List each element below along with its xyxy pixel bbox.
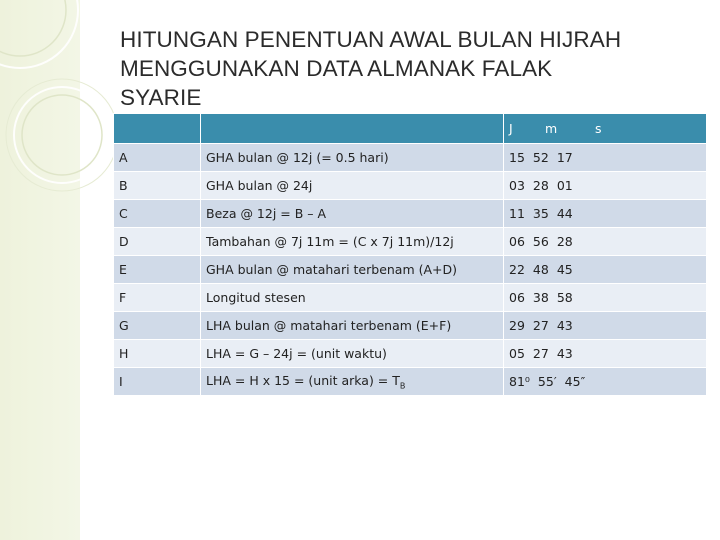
table-row [114,284,707,312]
table-row [114,200,707,228]
header-j: J [509,121,513,136]
value-minit: 52 [532,150,549,165]
value-minit: 35 [532,206,549,221]
value-minit: 56 [532,234,549,249]
value-saat: 01 [556,178,573,193]
row-label: D [114,228,201,256]
value-minit: 48 [532,262,549,277]
table-row [114,144,707,172]
table-row [114,228,707,256]
value-jam: 11 [509,206,525,221]
row-description [201,172,504,200]
row-description [201,256,504,284]
table-row [114,340,707,368]
row-description [201,312,504,340]
value-saat: 45″ [564,374,586,389]
row-label: E [114,256,201,284]
row-values [504,312,707,340]
row-values [504,256,707,284]
row-description-text: GHA bulan @ matahari terbenam (A+D) [206,262,458,277]
title-line-3: SYARIE [120,85,202,110]
slide-title [120,25,710,112]
title-line-2: MENGGUNAKAN DATA ALMANAK FALAK [120,56,553,81]
row-description-text: GHA bulan @ 12j (= 0.5 hari) [206,150,389,165]
value-minit: 38 [532,290,549,305]
row-label: A [114,144,201,172]
value-jam: 81⁰ [509,374,530,389]
table-row [114,256,707,284]
row-description-text: LHA = G – 24j = (unit waktu) [206,346,387,361]
table-header-row [114,114,707,144]
row-description-subscript: B [399,381,406,391]
header-cell-values [504,114,707,144]
row-values [504,284,707,312]
value-jam: 22 [509,262,525,277]
row-description [201,368,504,396]
row-label: C [114,200,201,228]
header-cell-label [114,114,201,144]
table-row [114,368,707,396]
value-jam: 06 [509,234,525,249]
row-values [504,144,707,172]
value-saat: 45 [556,262,573,277]
row-values [504,200,707,228]
row-description [201,228,504,256]
value-jam: 29 [509,318,525,333]
value-jam: 03 [509,178,525,193]
row-label: B [114,172,201,200]
row-values [504,228,707,256]
title-line-1: HITUNGAN PENENTUAN AWAL BULAN HIJRAH [120,27,622,52]
row-values [504,172,707,200]
value-saat: 58 [556,290,573,305]
value-minit: 55′ [537,374,557,389]
table-row [114,312,707,340]
row-values [504,368,707,396]
header-s: s [595,121,602,136]
value-saat: 43 [556,346,573,361]
value-saat: 43 [556,318,573,333]
row-label: G [114,312,201,340]
row-description [201,200,504,228]
header-cell-desc [201,114,504,144]
row-description-text: Beza @ 12j = B – A [206,206,327,221]
row-description-text: Tambahan @ 7j 11m = (C x 7j 11m)/12j [206,234,454,249]
row-description [201,144,504,172]
value-minit: 27 [532,346,549,361]
row-description-text: LHA bulan @ matahari terbenam (E+F) [206,318,452,333]
row-description-text: Longitud stesen [206,290,306,305]
row-label: I [114,368,201,396]
value-jam: 06 [509,290,525,305]
value-saat: 17 [556,150,573,165]
value-saat: 44 [556,206,573,221]
row-description [201,340,504,368]
value-jam: 15 [509,150,525,165]
table-row [114,172,707,200]
calculation-table [113,113,707,396]
row-label: F [114,284,201,312]
value-minit: 27 [532,318,549,333]
header-m: m [545,121,558,136]
row-label: H [114,340,201,368]
row-description-text: LHA = H x 15 = (unit arka) = T [206,372,400,388]
row-description-text: GHA bulan @ 24j [206,178,313,193]
value-jam: 05 [509,346,525,361]
row-description [201,284,504,312]
row-values [504,340,707,368]
value-minit: 28 [532,178,549,193]
value-saat: 28 [556,234,573,249]
